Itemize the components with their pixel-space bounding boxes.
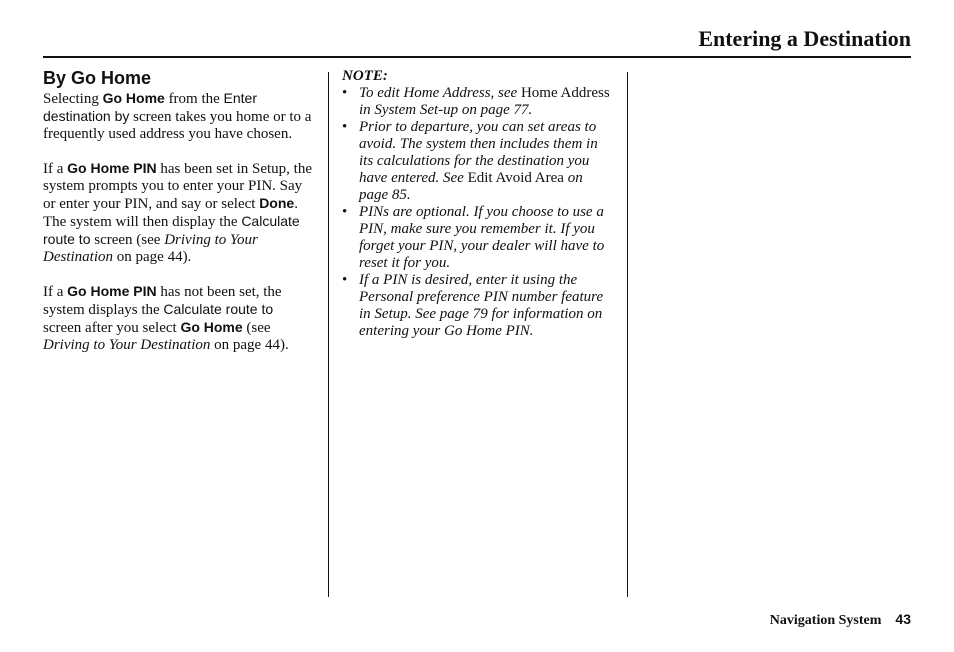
text-run: If a bbox=[43, 284, 68, 300]
text-run: has not been set, the system displays the bbox=[43, 284, 282, 318]
header-rule bbox=[43, 56, 911, 58]
cross-reference: Driving to Your Destination bbox=[43, 232, 258, 265]
text-run: screen (see bbox=[90, 232, 165, 248]
footer-label: Navigation System bbox=[769, 613, 882, 628]
note-list bbox=[342, 85, 614, 340]
column-divider-right bbox=[627, 72, 628, 597]
cross-reference-term: Home Address bbox=[520, 85, 610, 101]
text-run: has been set in Setup, the system prompts you to enter your PIN. Say or enter your PIN, and say or select bbox=[43, 161, 313, 212]
bullet-marker: • bbox=[342, 85, 348, 101]
paragraph-3 bbox=[43, 283, 315, 354]
text-run: on page 44). bbox=[210, 337, 289, 353]
ui-term-go-home: Go Home bbox=[180, 319, 243, 335]
ui-term-enter-destination-by: Enter destination by bbox=[43, 90, 258, 124]
ui-term-go-home-pin: Go Home PIN bbox=[67, 160, 157, 176]
column-divider-left bbox=[328, 72, 329, 597]
cross-reference-term: Edit Avoid Area bbox=[467, 170, 564, 186]
bullet-marker: • bbox=[342, 272, 348, 288]
bullet-marker: • bbox=[342, 204, 348, 220]
text-run: . The system will then display the bbox=[43, 196, 298, 230]
ui-term-go-home: Go Home bbox=[102, 90, 165, 106]
note-item bbox=[342, 119, 614, 204]
text-run: Selecting bbox=[43, 91, 103, 107]
text-run: on page 44). bbox=[113, 249, 192, 265]
page-number: 43 bbox=[895, 611, 911, 627]
paragraph-1 bbox=[43, 90, 315, 143]
page-footer bbox=[770, 611, 911, 629]
text-run: in System Set-up on page 77. bbox=[359, 102, 533, 118]
bullet-marker: • bbox=[342, 119, 348, 135]
text-run: Prior to departure, you can set areas to avoid. The system then includes them in its calculations for the destination you have entered. See bbox=[359, 119, 598, 186]
text-run: If a PIN is desired, enter it using the Personal preference PIN number feature in Setup. See page 79 for information on entering your Go Home PIN. bbox=[359, 272, 604, 339]
note-title: NOTE: bbox=[342, 68, 388, 84]
ui-term-calculate-route-to: Calculate route to bbox=[43, 213, 300, 247]
text-run: (see bbox=[242, 320, 271, 336]
text-run: To edit Home Address, see bbox=[359, 85, 521, 101]
section-heading: By Go Home bbox=[43, 68, 152, 88]
left-column bbox=[43, 67, 315, 371]
note-item bbox=[342, 272, 614, 340]
ui-term-calculate-route-to: Calculate route to bbox=[163, 301, 274, 317]
text-run: PINs are optional. If you choose to use a PIN, make sure you remember it. If you forget your PIN, your dealer will have to reset it for you. bbox=[359, 204, 605, 271]
cross-reference: Driving to Your Destination bbox=[43, 337, 211, 353]
ui-term-done: Done bbox=[259, 195, 295, 211]
text-run: If a bbox=[43, 161, 68, 177]
note-item bbox=[342, 204, 614, 272]
note-item bbox=[342, 85, 614, 119]
text-run: screen after you select bbox=[43, 320, 181, 336]
paragraph-2 bbox=[43, 160, 315, 266]
text-run: screen takes you home or to a frequently used address you have chosen. bbox=[43, 109, 312, 142]
note-column bbox=[342, 68, 614, 340]
text-run: on page 85. bbox=[359, 170, 583, 203]
page-header-title: Entering a Destination bbox=[698, 26, 911, 51]
ui-term-go-home-pin: Go Home PIN bbox=[67, 283, 157, 299]
text-run: from the bbox=[164, 91, 224, 107]
